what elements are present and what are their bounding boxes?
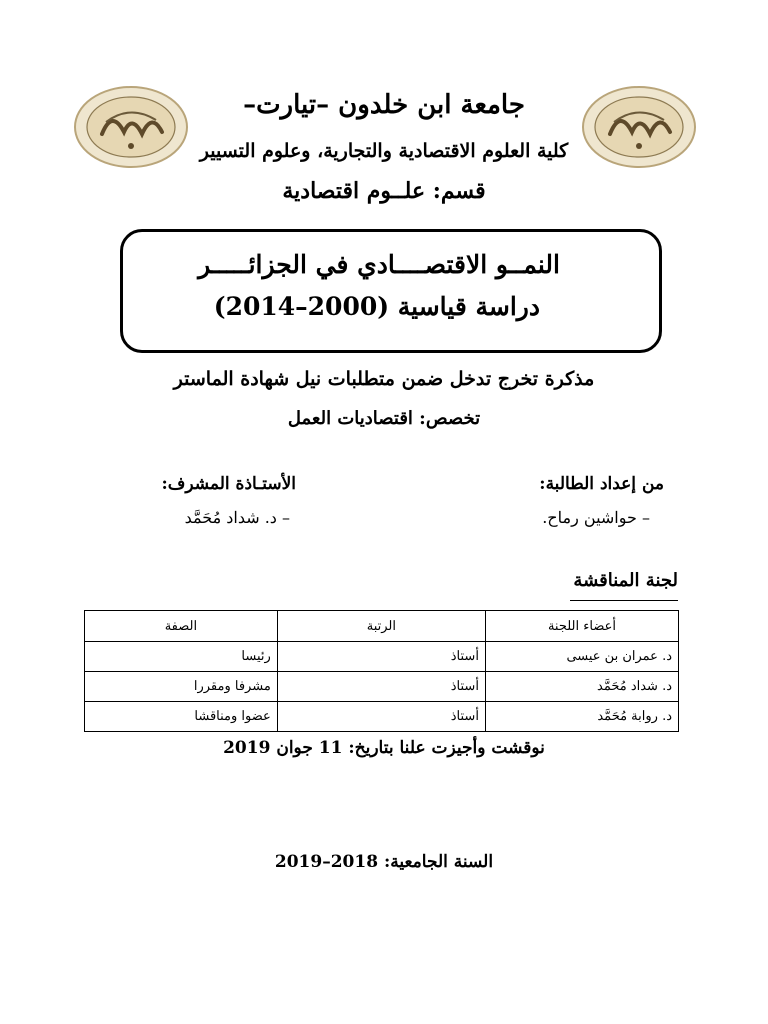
member-role: عضوا ومناقشا (85, 702, 278, 732)
header-members: أعضاء اللجنة (485, 611, 678, 642)
specialization: تخصص: اقتصاديات العمل (287, 408, 481, 429)
supervisor-label: الأستـاذة المشرف: (161, 474, 296, 494)
committee-title-underline (570, 600, 678, 601)
title-box (120, 229, 662, 353)
memo-statement: مذكرة تخرج تدخل ضمن متطلبات نيل شهادة الماستر (173, 368, 595, 390)
header-role: الصفة (85, 611, 278, 642)
department-name: قسم: علــوم اقتصادية (282, 178, 486, 204)
student-label: من إعداد الطالبة: (539, 474, 664, 494)
table-row (85, 672, 679, 702)
faculty-name: كلية العلوم الاقتصادية والتجارية، وعلوم التسيير (199, 140, 569, 162)
member-role: رئيسا (85, 642, 278, 672)
university-name: جامعة ابن خلدون –تيارت– (243, 90, 525, 120)
committee-header-row (85, 611, 679, 642)
member-name: د. شداد مُحَمَّد (485, 672, 678, 702)
header-rank: الرتبة (277, 611, 485, 642)
defense-date: نوقشت وأجيزت علنا بتاريخ: 11 جوان 2019 (223, 738, 545, 758)
member-rank: أستاذ (277, 672, 485, 702)
member-role: مشرفا ومقررا (85, 672, 278, 702)
table-row (85, 642, 679, 672)
member-name: د. روابة مُحَمَّد (485, 702, 678, 732)
committee-table (84, 610, 679, 732)
table-row (85, 702, 679, 732)
thesis-title: النمــو الاقتصــــادي في الجزائـــــر (198, 250, 560, 279)
member-name: د. عمران بن عيسى (485, 642, 678, 672)
supervisor-name: – د. شداد مُحَمَّد (184, 508, 290, 527)
academic-year: السنة الجامعية: 2018–2019 (274, 852, 494, 872)
student-name: – حواشين رماح. (542, 508, 650, 527)
member-rank: أستاذ (277, 702, 485, 732)
member-rank: أستاذ (277, 642, 485, 672)
thesis-subtitle: دراسة قياسية (2000–2014) (213, 292, 540, 321)
committee-title: لجنة المناقشة (573, 570, 678, 591)
